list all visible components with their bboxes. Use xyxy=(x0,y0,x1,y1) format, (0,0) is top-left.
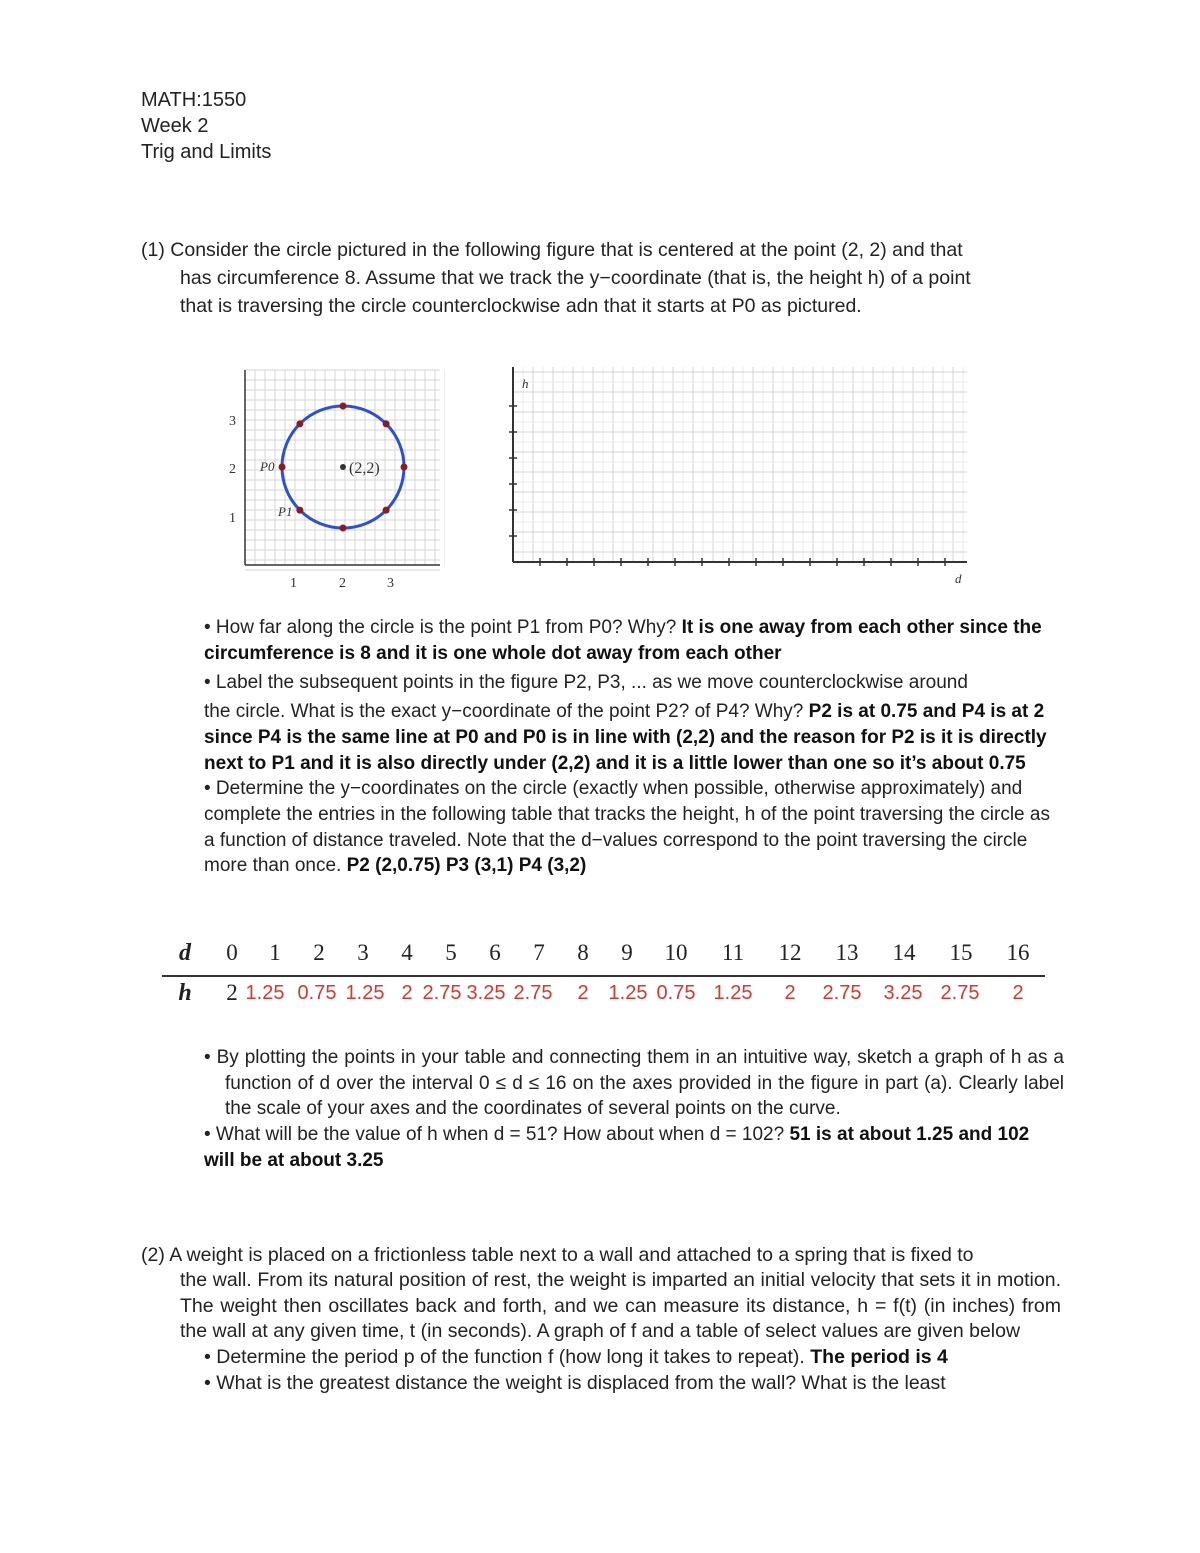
d-cell: 7 xyxy=(533,940,545,965)
d-label: d xyxy=(179,940,191,966)
bullet-2-answer: P2 is at 0.75 and P4 is at 2 since P4 is the same line at P0 and P0 is in line with (2,2) and the reason for P2 is it is directly next to P1 and it is also directly under (2,2) and it is a little lower than one so it’s about 0.75 xyxy=(204,701,1047,774)
q1-text-line3: that is traversing the circle counterclockwise adn that it starts at P0 as pictured. xyxy=(180,295,862,317)
bullet-4: • By plotting the points in your table and connecting them in an intuitive way, sketch a graph of h as a function of d over the interval 0 ≤ d ≤ 16 on the axes provided in the figure in part (a). Clearly label the scale of your axes and the coordinates of several points on the curve. xyxy=(204,1047,1064,1120)
d-row xyxy=(160,940,1050,972)
d-cell: 15 xyxy=(949,940,973,965)
circle-point xyxy=(340,525,347,532)
blank-axes-figure xyxy=(505,362,975,592)
h-row xyxy=(160,980,1050,1012)
q2-bullet-1 xyxy=(141,1345,1061,1370)
p1-label: P1 xyxy=(278,504,293,519)
question-2 xyxy=(141,1243,1061,1397)
d-cell: 5 xyxy=(445,940,457,965)
h-cell: 3.25 xyxy=(466,982,506,1004)
h-cell: 0.75 xyxy=(656,982,696,1004)
d-cell: 11 xyxy=(721,940,745,965)
h-cell: 2 xyxy=(784,982,796,1004)
q1-number: (1) xyxy=(141,239,165,261)
bullet-2-question-line1: • Label the subsequent points in the figure P2, P3, ... as we move counterclockwise around xyxy=(204,672,968,694)
d-cell: 0 xyxy=(226,940,238,965)
h-cell: 2 xyxy=(1012,982,1024,1004)
q2-text: the wall. From its natural position of rest, the weight is imparted an initial velocity that sets it in motion. The weight then oscillates back and forth, and we can measure its distance, h = f(t) (in inches) from the wall at any given time, t (in seconds). A graph of f and a table of select values are given below xyxy=(180,1269,1061,1342)
topic-label: Trig and Limits xyxy=(141,141,272,163)
circle-grid xyxy=(245,370,445,570)
week-label: Week 2 xyxy=(141,115,209,137)
table-rule xyxy=(162,975,1045,977)
y-tick-1: 1 xyxy=(229,511,236,526)
circle-point xyxy=(401,464,408,471)
d-cell: 8 xyxy=(577,940,589,965)
center-point xyxy=(340,464,346,470)
d-cell: 9 xyxy=(621,940,633,965)
circle-point xyxy=(296,507,303,514)
d-cell: 1 xyxy=(269,940,281,965)
circle-figure xyxy=(220,365,445,590)
circle-point xyxy=(383,420,390,427)
q2-bullet-1-question: • Determine the period p of the function f (how long it takes to repeat). xyxy=(204,1346,811,1369)
bullet-1-question: • How far along the circle is the point P1 from P0? Why? xyxy=(204,617,682,638)
circle-point xyxy=(383,507,390,514)
h-cell: 3.25 xyxy=(883,982,923,1004)
course-code: MATH:1550 xyxy=(141,89,247,111)
d-cell: 12 xyxy=(778,940,802,965)
bullet-2-cont xyxy=(204,699,1064,776)
d-cell: 2 xyxy=(313,940,325,965)
bullet-2-question-line2: the circle. What is the exact y−coordinate of the point P2? of P4? Why? xyxy=(204,701,809,723)
h-cell: 2.75 xyxy=(940,982,980,1004)
h-cell: 1.25 xyxy=(608,982,648,1004)
bullet-5-question: • What will be the value of h when d = 51? How about when d = 102? xyxy=(204,1124,790,1146)
bullet-3-question: • Determine the y−coordinates on the circle (exactly when possible, otherwise approximately) and complete the entries in the following table that tracks the height, h of the point traversing the circle as a function of distance traveled. Note that the d−values correspond to the point traversing the circle more than once. xyxy=(204,778,1050,877)
h-axis-label: h xyxy=(522,376,529,391)
center-label: (2,2) xyxy=(349,460,380,477)
q1-more-bullets xyxy=(204,1045,1064,1174)
x-tick-1: 1 xyxy=(290,576,297,590)
h-label: h xyxy=(178,980,192,1006)
d-cell: 16 xyxy=(1006,940,1030,965)
height-table xyxy=(160,940,1050,1010)
q2-line1: A weight is placed on a frictionless table next to a wall and attached to a spring that is fixed to xyxy=(169,1244,974,1266)
bullet-1-answer: It is one away from each other since the circumference is 8 and it is one whole dot away from each other xyxy=(204,617,1042,664)
x-tick-3: 3 xyxy=(387,576,394,590)
q1-bullets xyxy=(204,615,1064,879)
x-tick-2: 2 xyxy=(339,576,346,590)
bullet-5 xyxy=(204,1122,1064,1173)
h-cell: 0.75 xyxy=(297,982,337,1004)
d-axis-label: d xyxy=(955,571,962,586)
bullet-2 xyxy=(204,670,1064,696)
h-cell: 1.25 xyxy=(713,982,753,1004)
y-tick-3: 3 xyxy=(229,414,236,429)
h-cell-0: 2 xyxy=(226,980,238,1005)
bullet-5-answer: 51 is at about 1.25 and 102 will be at about 3.25 xyxy=(204,1124,1030,1171)
h-cell: 2.75 xyxy=(513,982,553,1004)
axes-grid xyxy=(513,367,967,562)
d-cell: 6 xyxy=(489,940,501,965)
circle-point xyxy=(279,464,286,471)
d-cell: 13 xyxy=(835,940,859,965)
q2-bullet-2: • What is the greatest distance the weight is displaced from the wall? What is the least xyxy=(204,1372,946,1395)
d-cell: 4 xyxy=(401,940,413,965)
q2-bullet-1-answer: The period is 4 xyxy=(810,1346,948,1369)
bullet-1 xyxy=(204,615,1064,666)
circle-point xyxy=(296,420,303,427)
y-tick-2: 2 xyxy=(229,462,236,477)
d-cell: 3 xyxy=(357,940,369,965)
circle-point xyxy=(340,403,347,410)
h-cell: 1.25 xyxy=(245,982,285,1004)
question-1 xyxy=(141,236,1061,320)
h-cell: 2.75 xyxy=(822,982,862,1004)
bullet-3 xyxy=(204,776,1064,879)
d-cell: 14 xyxy=(892,940,916,965)
h-cell: 2 xyxy=(401,982,413,1004)
d-cell: 10 xyxy=(664,940,688,965)
q1-text-line2: has circumference 8. Assume that we track the y−coordinate (that is, the height h) of a point xyxy=(180,267,971,289)
p0-label: P0 xyxy=(260,459,275,474)
h-cell: 1.25 xyxy=(345,982,385,1004)
h-cell: 2 xyxy=(577,982,589,1004)
bullet-3-answer: P2 (2,0.75) P3 (3,1) P4 (3,2) xyxy=(346,855,587,877)
h-cell: 2.75 xyxy=(422,982,462,1004)
q2-number: (2) xyxy=(141,1244,165,1266)
q1-text-line1: Consider the circle pictured in the following figure that is centered at the point (2, 2) and that xyxy=(170,239,963,261)
